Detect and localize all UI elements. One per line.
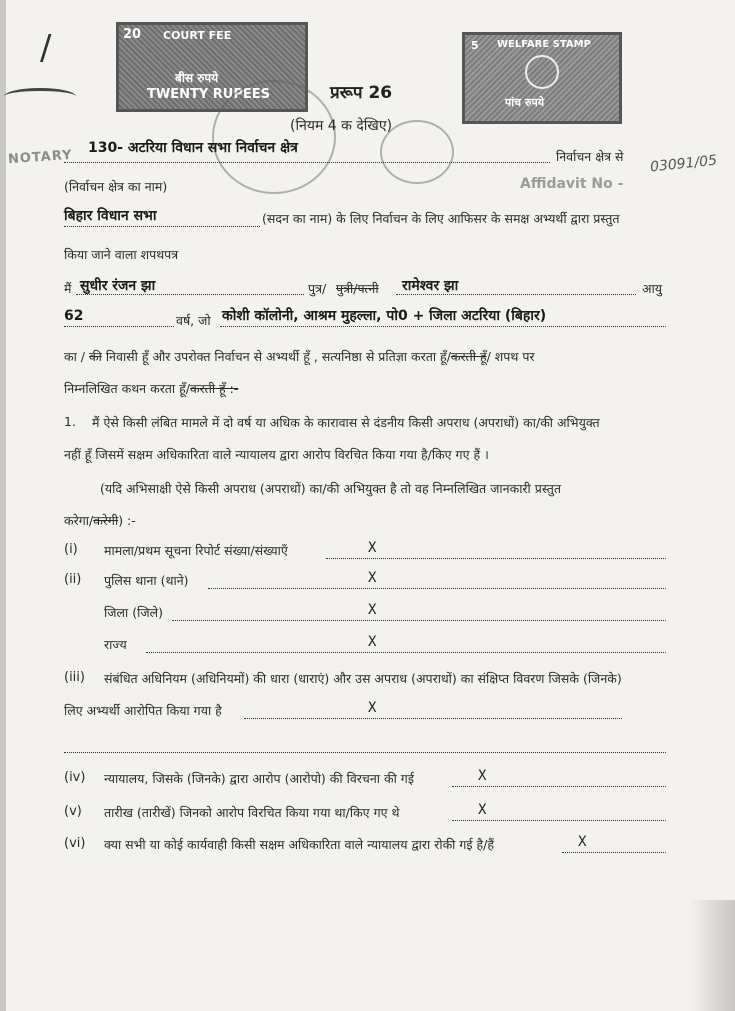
field-vi-line bbox=[562, 852, 666, 853]
field-iv-number: (iv) bbox=[64, 770, 86, 785]
field-iii-value: X bbox=[368, 700, 377, 716]
field-i-number: (i) bbox=[64, 542, 78, 557]
age-value: 62 bbox=[64, 308, 84, 324]
years-label: वर्ष, जो bbox=[176, 313, 211, 328]
oath-segment-c: निवासी हूँ और उपरोक्त निर्वाचन से अभ्यर्थी हूँ , सत्यनिष्ठा से प्रतिज्ञा करता हूँ/ bbox=[101, 349, 451, 364]
field-district-label: जिला (जिले) bbox=[104, 605, 163, 620]
note-end: ) :- bbox=[118, 513, 136, 528]
field-state-line bbox=[146, 652, 666, 653]
field-iv-line bbox=[452, 786, 666, 787]
stamp-top: COURT FEE bbox=[163, 29, 232, 42]
field-v-number: (v) bbox=[64, 804, 82, 819]
father-name: रामेश्वर झा bbox=[402, 278, 459, 294]
house-name: बिहार विधान सभा bbox=[64, 208, 157, 224]
note-karega: करेगा/ bbox=[64, 513, 94, 528]
welfare-hindi: पांच रुपये bbox=[505, 96, 545, 109]
field-state-label: राज्य bbox=[104, 637, 127, 652]
oath-segment-e: / शपथ पर bbox=[486, 349, 535, 364]
field-i-value: X bbox=[368, 540, 377, 556]
address-line bbox=[220, 326, 666, 327]
field-district-line bbox=[172, 620, 666, 621]
field-v-line bbox=[452, 820, 666, 821]
name-line bbox=[76, 294, 304, 295]
oath-struck-ki: की bbox=[89, 349, 102, 364]
item-1-number: 1. bbox=[64, 414, 76, 429]
house-text-2: किया जाने वाला शपथपत्र bbox=[64, 247, 179, 262]
item-1-note-1: (यदि अभिसाक्षी ऐसे किसी अपराध (अपराधों) का/की अभियुक्त है तो वह निम्नलिखित जानकारी प्रस्तुत bbox=[100, 481, 561, 496]
field-iii-line bbox=[244, 718, 622, 719]
field-state-value: X bbox=[368, 634, 377, 650]
field-vi-label: क्या सभी या कोई कार्यवाही किसी सक्षम अधिकारिता वाले न्यायालय द्वारा रोकी गई है/हैं bbox=[104, 837, 495, 852]
field-ii-label: पुलिस थाना (थाने) bbox=[104, 573, 189, 588]
field-vi-value: X bbox=[578, 834, 587, 850]
field-iii-line-1: संबंधित अधिनियम (अधिनियमों) की धारा (धाराएं) और उस अपराध (अपराधों) का संक्षिप्त विवरण जिसके (जिनके) bbox=[104, 671, 622, 686]
field-v-label: तारीख (तारीखें) जिनको आरोप विरचित किया गया था/किए गए थे bbox=[104, 805, 400, 820]
constituency-name-label: (निर्वाचन क्षेत्र का नाम) bbox=[64, 179, 168, 194]
field-ii-value: X bbox=[368, 570, 377, 586]
round-seal bbox=[212, 80, 336, 194]
age-label: आयु bbox=[642, 281, 663, 296]
note-struck-karegi: करेगी bbox=[93, 513, 119, 528]
field-v-value: X bbox=[478, 802, 487, 818]
margin-tick: / bbox=[40, 28, 52, 68]
field-vi-number: (vi) bbox=[64, 836, 86, 851]
field-iv-label: न्यायालय, जिसके (जिनके) द्वारा आरोप (आरोपो) की विरचना की गई bbox=[104, 771, 414, 786]
item-1-note-2 bbox=[64, 512, 136, 529]
stamp-hindi: बीस रुपये bbox=[175, 71, 219, 85]
form-title: प्ररूप 26 bbox=[330, 83, 393, 103]
page-edge bbox=[0, 0, 6, 1011]
item-1-line-2: नहीं हूँ जिसमें सक्षम अधिकारिता वाले न्यायालय द्वारा आरोप विरचित किया गया है/किए गए हैं । bbox=[64, 447, 489, 462]
notary-stamp-text: NOTARY bbox=[7, 147, 74, 168]
rule-reference: (नियम 4 क देखिए) bbox=[290, 118, 393, 134]
house-text: (सदन का नाम) के लिए निर्वाचन के लिए आफिसर के समक्ष अभ्यर्थी द्वारा प्रस्तुत bbox=[262, 211, 620, 226]
oath-segment-f: निम्नलिखित कथन करता हूँ/ bbox=[64, 381, 190, 396]
field-iii-number: (iii) bbox=[64, 670, 85, 685]
oath-line-2 bbox=[64, 380, 238, 397]
field-ii-number: (ii) bbox=[64, 572, 82, 587]
age-line bbox=[64, 326, 174, 327]
binding-thread bbox=[4, 88, 76, 105]
oath-segment-a: का / bbox=[64, 349, 89, 364]
welfare-emblem-icon bbox=[525, 55, 559, 89]
house-line bbox=[64, 226, 260, 227]
relation-son: पुत्र/ bbox=[308, 281, 327, 296]
welfare-top: WELFARE STAMP bbox=[497, 39, 591, 50]
oath-struck-karti: करती हूँ bbox=[450, 349, 487, 364]
deponent-name: सुधीर रंजन झा bbox=[80, 278, 156, 294]
field-district-value: X bbox=[368, 602, 377, 618]
father-line bbox=[396, 294, 636, 295]
welfare-value: 5 bbox=[471, 39, 479, 52]
page-bottom-shade bbox=[690, 900, 735, 1011]
field-i-label: मामला/प्रथम सूचना रिपोर्ट संख्या/संख्याएँ bbox=[104, 543, 288, 558]
handwritten-reference: 03091/05 bbox=[649, 152, 718, 176]
deponent-prefix: मैं bbox=[64, 281, 72, 296]
field-iii-line-2: लिए अभ्यर्थी आरोपित किया गया है bbox=[64, 703, 222, 718]
affidavit-number: Affidavit No - bbox=[520, 176, 624, 192]
field-iii-extra-line bbox=[64, 752, 666, 753]
address: कोशी कॉलोनी, आश्रम मुहल्ला, पो0 + जिला अटरिया (बिहार) bbox=[222, 308, 547, 324]
field-ii-line bbox=[208, 588, 666, 589]
item-1-line-1: मैं ऐसे किसी लंबित मामले में दो वर्ष या अधिक के कारावास से दंडनीय किसी अपराध (अपराधों) का/की अभियुक्त bbox=[92, 415, 600, 430]
oath-struck-karti-2: करती हूँ :- bbox=[190, 381, 239, 396]
stamp-value: 20 bbox=[123, 27, 142, 42]
stamp-bottom: TWENTY RUPEES bbox=[147, 87, 270, 102]
field-i-line bbox=[326, 558, 666, 559]
constituency-line bbox=[64, 162, 550, 163]
constituency-label: निर्वाचन क्षेत्र से bbox=[556, 149, 624, 164]
relation-struck: पुत्री/पत्नी bbox=[336, 281, 379, 296]
welfare-stamp bbox=[462, 32, 622, 124]
field-iv-value: X bbox=[478, 768, 487, 784]
constituency-name: 130- अटरिया विधान सभा निर्वाचन क्षेत्र bbox=[88, 140, 298, 156]
oath-line-1 bbox=[64, 348, 535, 365]
